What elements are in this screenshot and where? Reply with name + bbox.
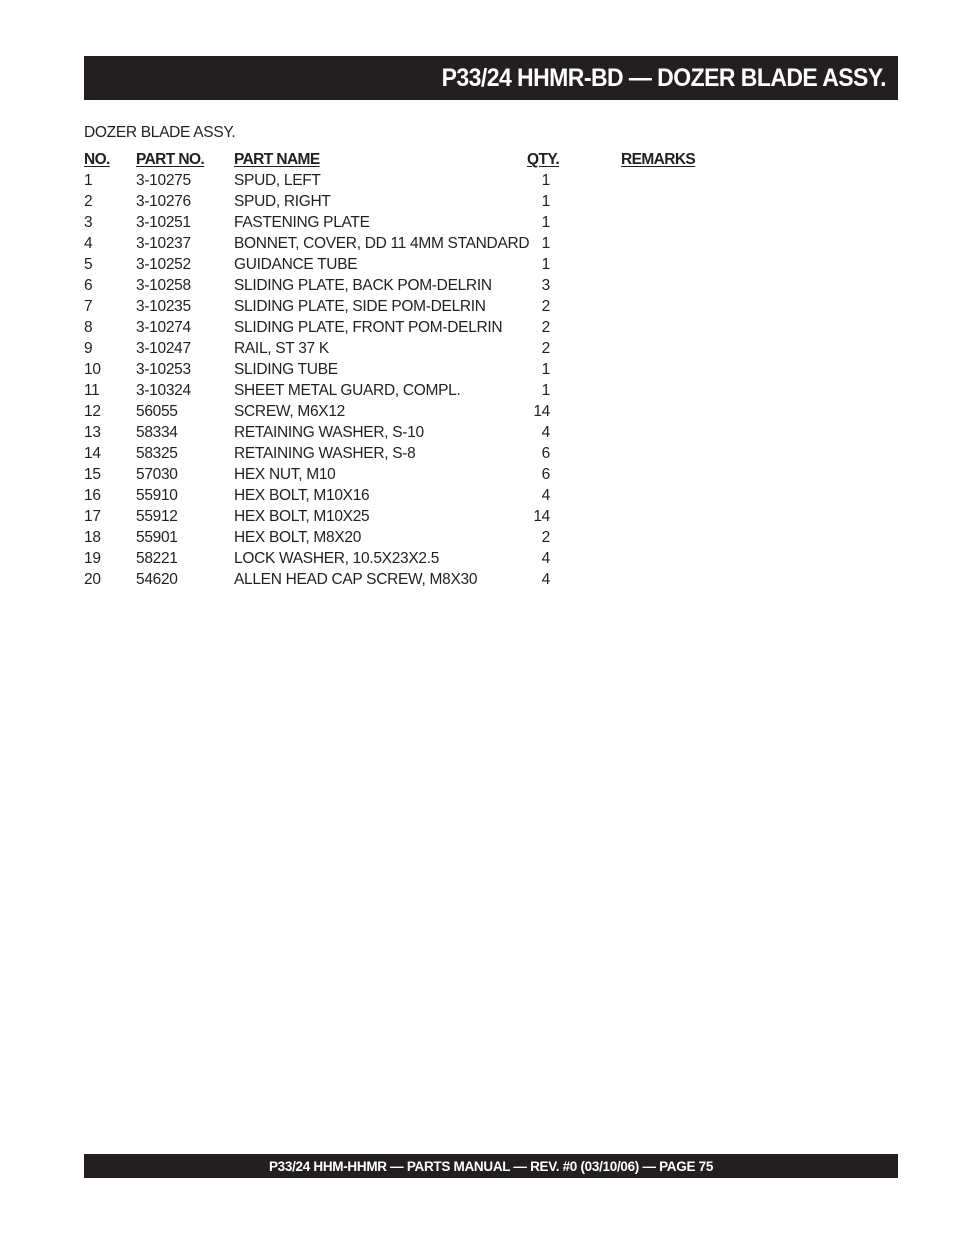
column-header-remarks: REMARKS (621, 151, 696, 168)
cell-no: 11 (84, 382, 100, 399)
column-header-qty: QTY. (527, 151, 560, 168)
cell-qty: 4 (541, 487, 550, 504)
cell-part-name: SPUD, LEFT (234, 172, 321, 189)
cell-part-name: SLIDING TUBE (234, 361, 338, 378)
cell-part-name: RETAINING WASHER, S-10 (234, 424, 424, 441)
cell-no: 14 (84, 445, 101, 462)
cell-part-name: SLIDING PLATE, SIDE POM-DELRIN (234, 298, 486, 315)
cell-part-no: 3-10237 (136, 235, 191, 252)
cell-qty: 2 (541, 319, 550, 336)
cell-qty: 4 (541, 550, 550, 567)
cell-part-name: SHEET METAL GUARD, COMPL. (234, 382, 461, 399)
cell-no: 5 (84, 256, 93, 273)
cell-no: 16 (84, 487, 101, 504)
cell-part-no: 3-10252 (136, 256, 191, 273)
column-header-no: NO. (84, 151, 110, 168)
cell-no: 12 (84, 403, 101, 420)
table-row (84, 528, 724, 549)
cell-part-name: HEX BOLT, M8X20 (234, 529, 362, 546)
cell-qty: 14 (533, 508, 550, 525)
cell-part-name: HEX BOLT, M10X25 (234, 508, 370, 525)
cell-part-name: RETAINING WASHER, S-8 (234, 445, 416, 462)
page-header-bar (84, 56, 898, 100)
cell-qty: 1 (541, 193, 550, 210)
table-row (84, 297, 724, 318)
cell-part-name: SLIDING PLATE, BACK POM-DELRIN (234, 277, 492, 294)
cell-part-no: 54620 (136, 571, 178, 588)
cell-qty: 1 (541, 235, 550, 252)
table-row (84, 171, 724, 192)
table-row (84, 339, 724, 360)
cell-qty: 14 (533, 403, 550, 420)
page-title: P33/24 HHMR-BD — DOZER BLADE ASSY. (441, 63, 886, 92)
parts-table (84, 150, 724, 591)
cell-part-name: GUIDANCE TUBE (234, 256, 358, 273)
table-row (84, 255, 724, 276)
cell-part-name: BONNET, COVER, DD 11 4MM STANDARD (234, 235, 530, 252)
cell-no: 1 (84, 172, 93, 189)
section-title: DOZER BLADE ASSY. (84, 124, 236, 141)
cell-part-name: HEX BOLT, M10X16 (234, 487, 370, 504)
table-row (84, 570, 724, 591)
cell-part-name: HEX NUT, M10 (234, 466, 336, 483)
table-row (84, 507, 724, 528)
cell-part-no: 58325 (136, 445, 178, 462)
cell-qty: 1 (541, 214, 550, 231)
table-row (84, 381, 724, 402)
cell-part-no: 3-10258 (136, 277, 191, 294)
table-header-row (84, 150, 724, 171)
cell-part-name: RAIL, ST 37 K (234, 340, 329, 357)
cell-no: 6 (84, 277, 93, 294)
cell-part-no: 58221 (136, 550, 178, 567)
cell-qty: 6 (541, 445, 550, 462)
cell-qty: 4 (541, 571, 550, 588)
cell-qty: 2 (541, 340, 550, 357)
cell-no: 18 (84, 529, 101, 546)
cell-part-name: SPUD, RIGHT (234, 193, 331, 210)
table-row (84, 444, 724, 465)
cell-part-no: 55901 (136, 529, 178, 546)
cell-no: 17 (84, 508, 101, 525)
cell-part-no: 3-10235 (136, 298, 191, 315)
cell-no: 9 (84, 340, 93, 357)
cell-no: 20 (84, 571, 101, 588)
cell-part-name: LOCK WASHER, 10.5X23X2.5 (234, 550, 440, 567)
page-footer-bar (84, 1154, 898, 1178)
table-row (84, 318, 724, 339)
cell-part-no: 3-10275 (136, 172, 191, 189)
cell-qty: 1 (541, 172, 550, 189)
table-row (84, 486, 724, 507)
page-footer: P33/24 HHM-HHMR — PARTS MANUAL — REV. #0 (03/10/06) — PAGE 75 (268, 1158, 714, 1174)
cell-part-no: 3-10274 (136, 319, 191, 336)
table-row (84, 360, 724, 381)
table-row (84, 276, 724, 297)
cell-no: 13 (84, 424, 101, 441)
cell-part-no: 55910 (136, 487, 178, 504)
cell-part-no: 3-10324 (136, 382, 191, 399)
cell-part-no: 57030 (136, 466, 178, 483)
table-row (84, 549, 724, 570)
cell-no: 2 (84, 193, 93, 210)
cell-part-no: 58334 (136, 424, 178, 441)
cell-part-name: FASTENING PLATE (234, 214, 370, 231)
cell-no: 10 (84, 361, 101, 378)
table-row (84, 192, 724, 213)
cell-part-name: SCREW, M6X12 (234, 403, 345, 420)
cell-no: 8 (84, 319, 93, 336)
cell-qty: 2 (541, 298, 550, 315)
table-row (84, 213, 724, 234)
table-row (84, 402, 724, 423)
cell-part-name: ALLEN HEAD CAP SCREW, M8X30 (234, 571, 478, 588)
column-header-part-no: PART NO. (136, 151, 205, 168)
cell-no: 19 (84, 550, 101, 567)
table-row (84, 234, 724, 255)
cell-no: 4 (84, 235, 93, 252)
cell-qty: 1 (541, 382, 550, 399)
cell-qty: 4 (541, 424, 550, 441)
cell-part-name: SLIDING PLATE, FRONT POM-DELRIN (234, 319, 503, 336)
cell-qty: 3 (541, 277, 550, 294)
cell-qty: 1 (541, 361, 550, 378)
table-body (84, 171, 724, 591)
cell-qty: 2 (541, 529, 550, 546)
cell-qty: 6 (541, 466, 550, 483)
cell-part-no: 3-10253 (136, 361, 191, 378)
cell-part-no: 55912 (136, 508, 178, 525)
cell-part-no: 3-10247 (136, 340, 191, 357)
cell-part-no: 3-10251 (136, 214, 191, 231)
table-row (84, 423, 724, 444)
table-row (84, 465, 724, 486)
column-header-part-name: PART NAME (234, 151, 320, 168)
cell-no: 15 (84, 466, 101, 483)
cell-no: 3 (84, 214, 93, 231)
cell-qty: 1 (541, 256, 550, 273)
cell-part-no: 3-10276 (136, 193, 191, 210)
cell-part-no: 56055 (136, 403, 178, 420)
cell-no: 7 (84, 298, 93, 315)
